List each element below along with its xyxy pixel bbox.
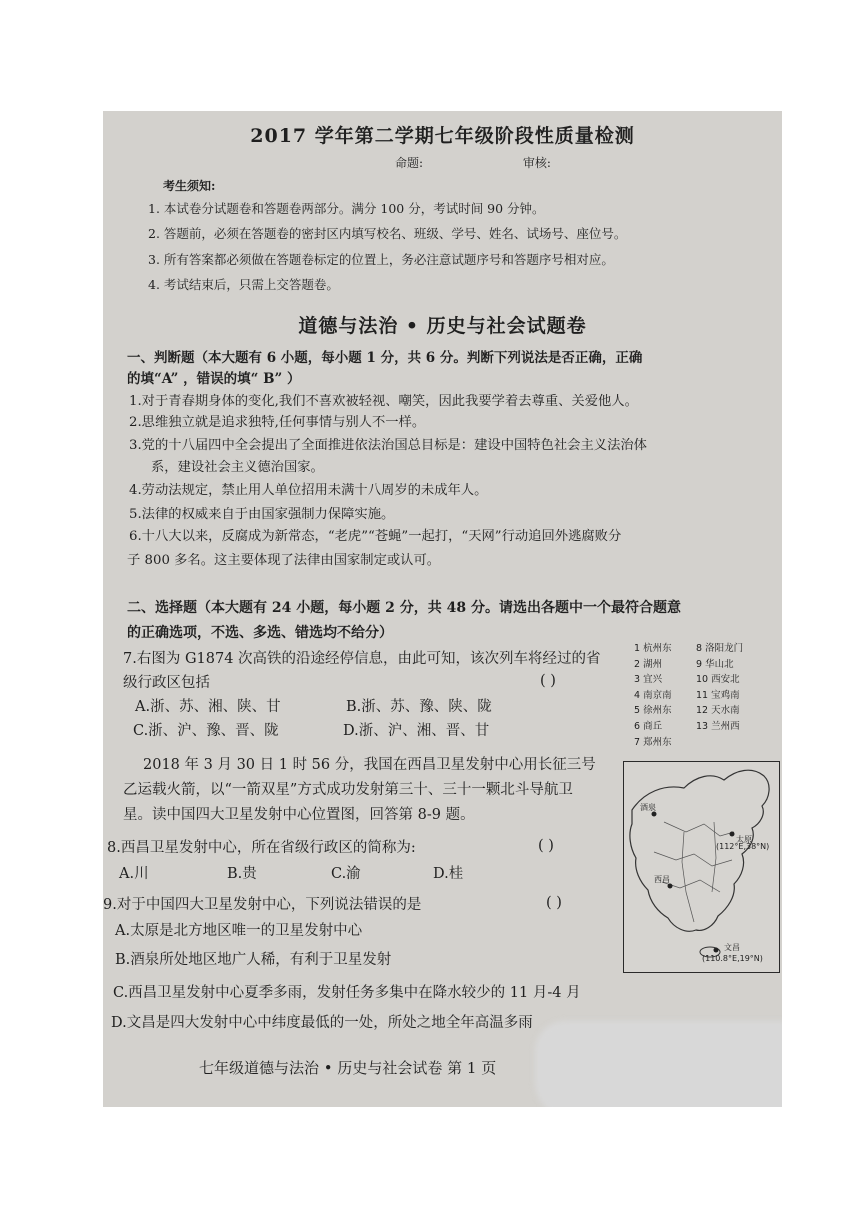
- station-item: 10 西安北: [696, 674, 740, 686]
- station-item: 12 天水南: [696, 705, 740, 717]
- q8-option-a: A.川: [119, 866, 149, 882]
- q9-answer-bracket: ( ): [546, 895, 562, 911]
- china-outline: [624, 762, 779, 972]
- station-column-1: [634, 641, 704, 750]
- page-footer: 七年级道德与法治 • 历史与社会试卷 第 1 页: [199, 1059, 497, 1077]
- station-item: 5 徐州东: [634, 705, 672, 717]
- judge-item-5: 5.法律的权威来自于由国家强制力保障实施。: [129, 507, 395, 522]
- exam-paper: [103, 111, 782, 1107]
- paper-title: 道德与法治 • 历史与社会试题卷: [298, 315, 587, 337]
- q7-stem: 7.右图为 G1874 次高铁的沿途经停信息，由此可知，该次列车将经过的省: [123, 651, 601, 667]
- judge-item-3: 3.党的十八届四中全会提出了全面推进依法治国总目标是：建设中国特色社会主义法治体: [129, 438, 647, 453]
- section1-heading-2: 的填“A” ，错误的填“ B” ）: [127, 371, 301, 387]
- station-column-2: [696, 641, 766, 735]
- map-label-wenchang-coord: (110.8°E,19°N): [702, 954, 763, 963]
- exam-title: 2017 学年第二学期七年级阶段性质量检测: [250, 125, 635, 147]
- q9-option-d: D.文昌是四大发射中心中纬度最低的一处，所处之地全年高温多雨: [111, 1015, 533, 1031]
- passage-line-1: 2018 年 3 月 30 日 1 时 56 分，我国在西昌卫星发射中心用长征三号: [143, 757, 596, 773]
- q7-option-c: C.浙、沪、豫、晋、陇: [133, 723, 279, 739]
- station-item: 9 华山北: [696, 658, 734, 670]
- station-item: 4 南京南: [634, 689, 672, 701]
- blurred-patch: [535, 1021, 782, 1107]
- station-item: 6 商丘: [634, 720, 663, 732]
- map-label-wenchang: 文昌: [724, 943, 740, 952]
- q7-option-d: D.浙、沪、湘、晋、甘: [343, 723, 490, 739]
- section1-heading: 一、判断题（本大题有 6 小题，每小题 1 分，共 6 分。判断下列说法是否正确，正确: [127, 350, 643, 366]
- q8-option-d: D.桂: [433, 866, 464, 882]
- station-item: 8 洛阳龙门: [696, 643, 744, 654]
- notice-item: 2. 答题前，必须在答题卷的密封区内填写校名、班级、学号、姓名、试场号、座位号。: [148, 226, 627, 241]
- map-label-taiyuan: 太原: [736, 835, 752, 844]
- q7-option-b: B.浙、苏、豫、陕、陇: [346, 699, 492, 715]
- notice-item: 3. 所有答案都必须做在答题卷标定的位置上，务必注意试题序号和答题序号相对应。: [148, 252, 614, 267]
- station-item: 11 宝鸡南: [696, 689, 740, 701]
- station-item: 2 湖州: [634, 658, 663, 670]
- judge-item-3-cont: 系，建设社会主义德治国家。: [151, 460, 324, 475]
- q9-option-a: A.太原是北方地区唯一的卫星发射中心: [115, 923, 363, 939]
- section2-heading-2: 的正确选项，不选、多选、错选均不给分）: [127, 625, 393, 641]
- map-label-taiyuan-coord: (112°E,38°N): [716, 842, 770, 851]
- launch-center-map: [623, 761, 780, 973]
- passage-line-3: 星。读中国四大卫星发射中心位置图，回答第 8-9 题。: [123, 807, 475, 823]
- judge-item-4: 4.劳动法规定，禁止用人单位招用未满十八周岁的未成年人。: [129, 483, 488, 498]
- notice-item: 1. 本试卷分试题卷和答题卷两部分。满分 100 分，考试时间 90 分钟。: [148, 201, 545, 216]
- notice-title: 考生须知:: [163, 179, 216, 193]
- q9-option-b: B.酒泉所处地区地广人稀，有利于卫星发射: [115, 952, 392, 968]
- q8-option-c: C.渝: [331, 866, 361, 882]
- judge-item-2: 2.思维独立就是追求独特,任何事情与别人不一样。: [129, 415, 426, 430]
- q7-answer-bracket: ( ): [540, 673, 556, 689]
- q7-option-a: A.浙、苏、湘、陕、甘: [135, 699, 281, 715]
- q8-answer-bracket: ( ): [538, 838, 554, 854]
- station-item: 1 杭州东: [634, 643, 672, 654]
- station-item: 3 宜兴: [634, 674, 663, 686]
- station-item: 7 郑州东: [634, 736, 672, 748]
- judge-item-6-cont: 子 800 多名。这主要体现了法律由国家制定或认可。: [127, 553, 441, 568]
- author-label: 命题:: [395, 156, 424, 170]
- reviewer-label: 审核:: [522, 156, 551, 170]
- map-label-xichang: 西昌: [654, 875, 670, 884]
- judge-item-6: 6.十八大以来，反腐成为新常态，“老虎”“苍蝇”一起打，“天网”行动追回外逃腐败分: [129, 529, 622, 544]
- q7-stem-2: 级行政区包括: [123, 675, 210, 691]
- map-label-jiuquan: 酒泉: [640, 803, 656, 812]
- q9-stem: 9.对于中国四大卫星发射中心，下列说法错误的是: [103, 897, 422, 913]
- section2-heading: 二、选择题（本大题有 24 小题，每小题 2 分，共 48 分。请选出各题中一个最符合题意: [127, 600, 681, 616]
- station-item: 13 兰州西: [696, 720, 740, 732]
- q9-option-c: C.西昌卫星发射中心夏季多雨，发射任务多集中在降水较少的 11 月-4 月: [113, 985, 581, 1001]
- exam-meta: [395, 154, 647, 171]
- q8-option-b: B.贵: [227, 866, 257, 882]
- passage-line-2: 乙运载火箭，以“一箭双星”方式成功发射第三十、三十一颗北斗导航卫: [123, 782, 573, 798]
- q8-stem: 8.西昌卫星发射中心，所在省级行政区的简称为:: [107, 840, 416, 856]
- judge-item-1: 1.对于青春期身体的变化,我们不喜欢被轻视、嘲笑，因此我要学着去尊重、关爱他人。: [129, 394, 638, 409]
- notice-item: 4. 考试结束后，只需上交答题卷。: [148, 277, 339, 292]
